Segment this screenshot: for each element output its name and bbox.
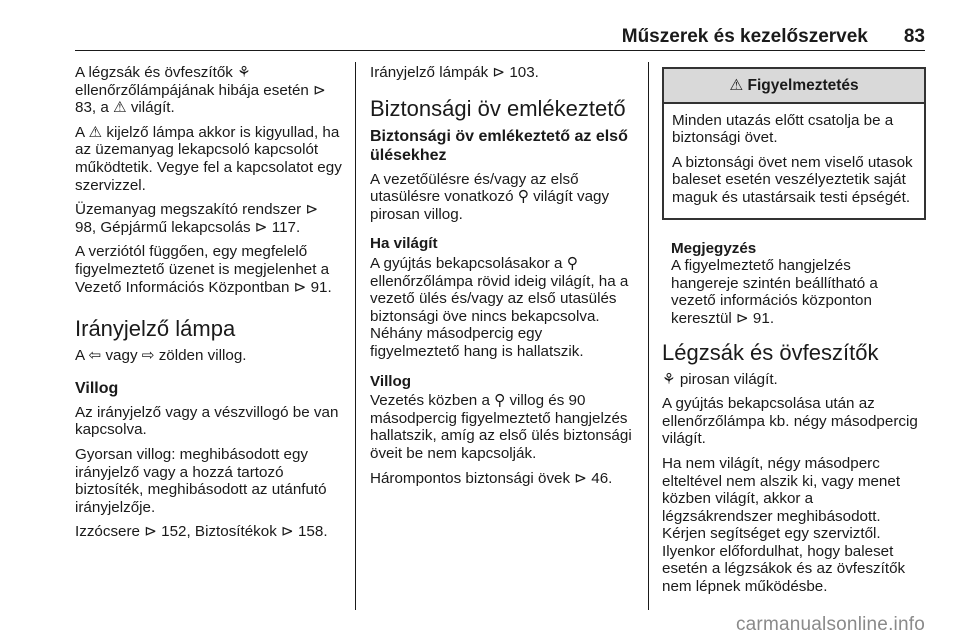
note-box (662, 240, 926, 328)
column-1 (75, 64, 343, 548)
paragraph: ⚘ pirosan világít. (662, 370, 778, 388)
watermark: carmanualsonline.info (735, 614, 925, 635)
column-2 (370, 64, 635, 494)
warning-title: ⚠ Figyelmeztetés (664, 69, 924, 104)
section-heading: Légzsák és övfeszítők (662, 339, 879, 365)
paragraph: Az irányjelző vagy a vészvillogó be van kapcsolva. (75, 403, 339, 439)
page-header (75, 26, 925, 48)
paragraph: Üzemanyag megszakító rendszer ⊳ 98, Gépjármű lekapcsolás ⊳ 117. (75, 201, 319, 236)
column-3 (662, 67, 926, 603)
minor-heading: Villog (370, 372, 412, 390)
paragraph: Irányjelző lámpák ⊳ 103. (370, 64, 539, 81)
paragraph: A biztonsági övet nem viselő utasok baleset esetén veszélyeztetik saját maguk és utastársaik testi épségét. (672, 153, 913, 206)
paragraph: A gyújtás bekapcsolásakor a ⚲ ellenőrzőlámpa rövid ideig világít, ha a vezető ülés és/vagy az első utasülés biztonsági öve nincs bekapcsolva. Néhány másodpercig egy figyelmeztető hang is hallatszik. (370, 254, 629, 360)
page-title: Műszerek és kezelőszervek (621, 26, 868, 47)
paragraph: A ⇦ vagy ⇨ zölden villog. (75, 347, 247, 365)
section-heading: Biztonsági öv emlékeztető (370, 95, 626, 121)
paragraph: Izzócsere ⊳ 152, Biztosítékok ⊳ 158. (75, 523, 328, 541)
note-title: Megjegyzés (671, 239, 757, 257)
section-heading: Irányjelző lámpa (75, 316, 236, 342)
column-divider-2 (648, 62, 649, 610)
page-number: 83 (903, 26, 925, 47)
warning-box (662, 67, 926, 220)
paragraph: A vezetőülésre és/vagy az első utasülésre vonatkozó ⚲ világít vagy pirosan villog. (370, 170, 610, 223)
paragraph: Ha nem világít, négy másodperc elteltével nem alszik ki, vagy menet közben világít, akkor a légzsákrendszer meghibásodott. Kérjen segítséget egy szerviztől. Ilyenkor előfordulhat, hogy baleset esetén a légzsákok és az övfeszítők nem lépnek működésbe. (662, 454, 906, 596)
column-divider-1 (355, 62, 356, 610)
note-text: A figyelmeztető hangjelzés hangereje szintén beállítható a vezető információs központon keresztül ⊳ 91. (671, 257, 878, 327)
minor-heading: Ha világít (370, 235, 438, 253)
paragraph: A verziótól függően, egy megfelelő figyelmeztető üzenet is megjelenhet a Vezető Információs Központban ⊳ 91. (75, 243, 332, 296)
paragraph: Minden utazás előtt csatolja be a biztonsági övet. (672, 111, 894, 147)
paragraph: Gyorsan villog: meghibásodott egy irányjelző vagy a hozzá tartozó biztosíték, meghibásodott az utánfutó irányjelzője. (75, 445, 327, 516)
paragraph: A ⚠ kijelző lámpa akkor is kigyullad, ha az üzemanyag lekapcsoló kapcsolót működtetik. Vegye fel a kapcsolatot egy szervizzel. (75, 123, 342, 194)
subsection-heading: Villog (75, 379, 119, 397)
subsection-heading: Biztonsági öv emlékeztető az első ülésekhez (370, 127, 628, 164)
paragraph: Vezetés közben a ⚲ villog és 90 másodpercig figyelmeztető hangjelzés hallatszik, amíg az első ülés biztonsági öveit be nem kapcsolják. (370, 392, 632, 462)
paragraph: Hárompontos biztonsági övek ⊳ 46. (370, 469, 613, 487)
header-rule (75, 50, 925, 51)
paragraph: A gyújtás bekapcsolása után az ellenőrzőlámpa kb. négy másodpercig világít. (662, 395, 918, 448)
warning-body (664, 104, 924, 218)
paragraph: A légzsák és övfeszítők ⚘ ellenőrzőlámpájának hibája esetén ⊳ 83, a ⚠ világít. (75, 64, 326, 117)
